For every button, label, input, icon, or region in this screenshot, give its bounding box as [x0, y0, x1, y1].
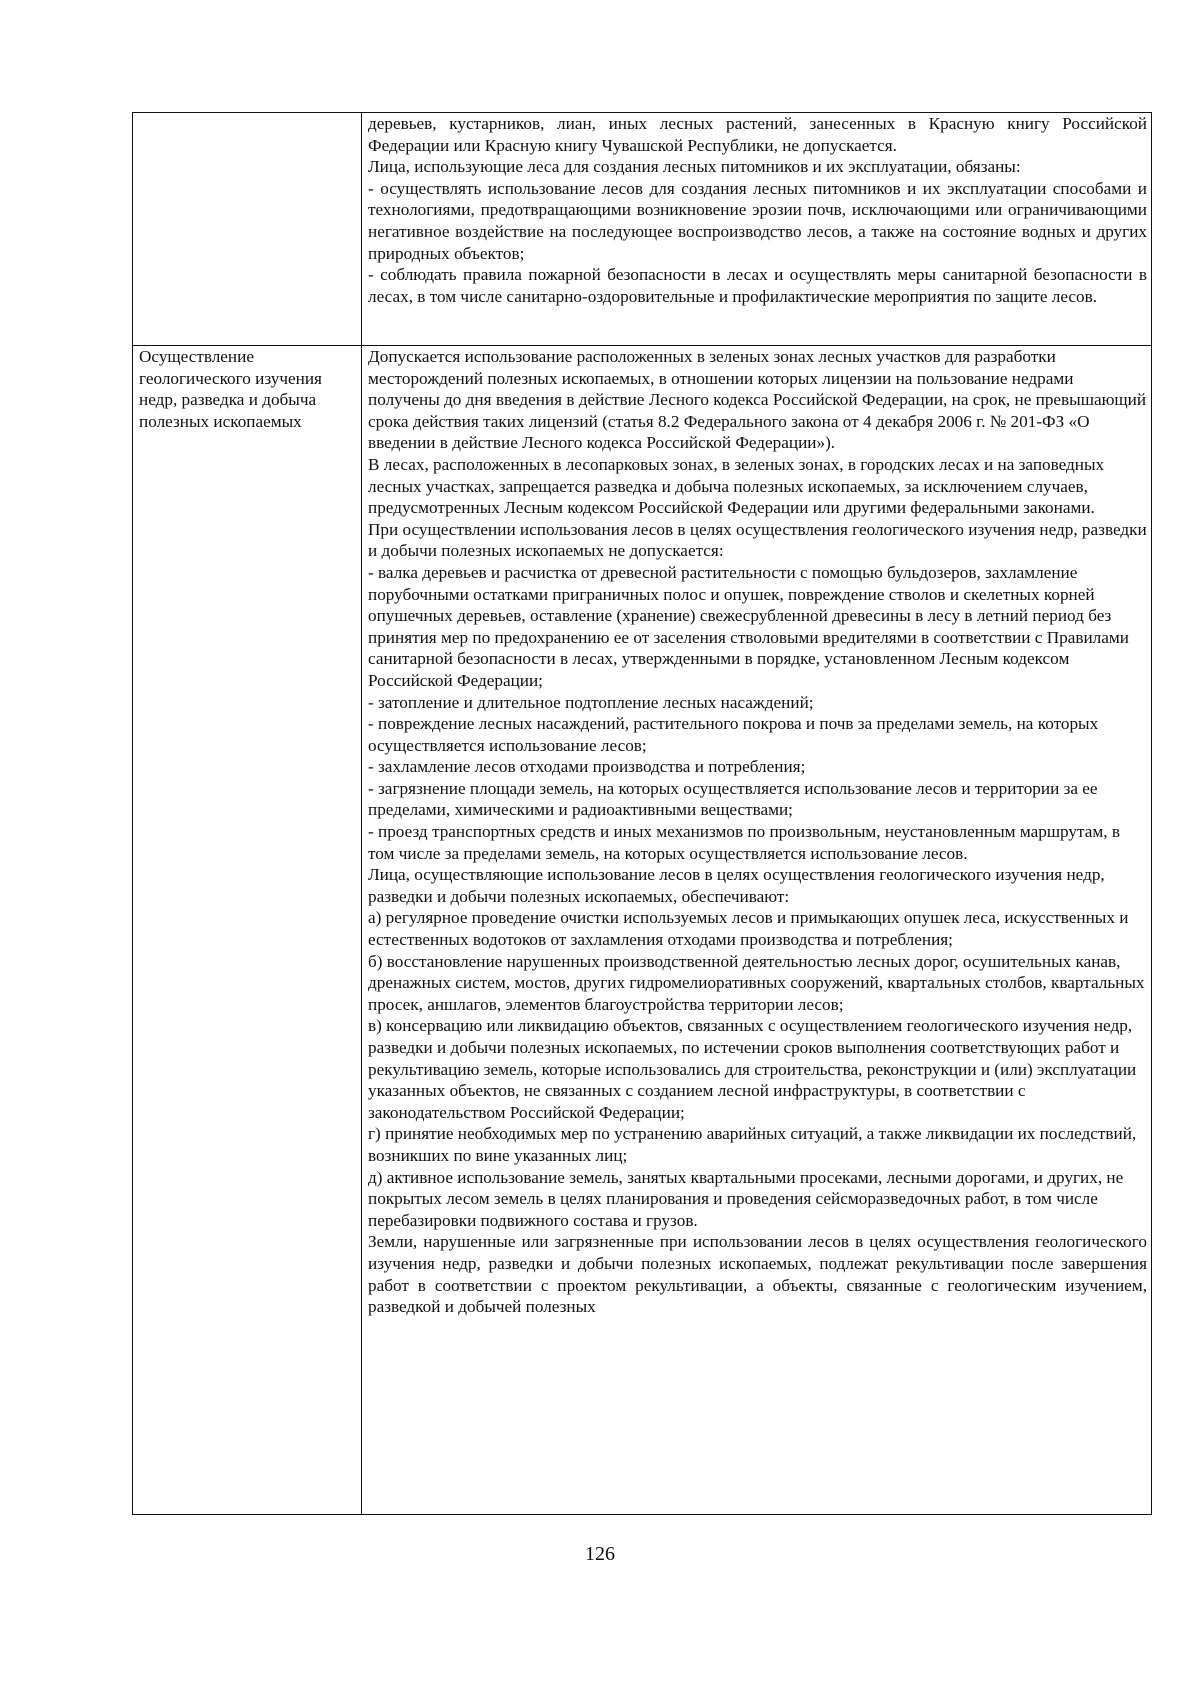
requirement-paragraph: - проезд транспортных средств и иных механизмов по произвольным, неустановленным маршрутам, в том числе за пределами земель, на которых осуществляется использование лесов.: [368, 822, 1120, 863]
requirements-cell: [362, 346, 1152, 1515]
page-number: 126: [585, 1543, 615, 1565]
requirements-cell: [362, 113, 1152, 346]
activity-type-label: Осуществление геологического изучения недр, разведка и добыча полезных ископаемых: [139, 347, 322, 431]
requirement-paragraph: г) принятие необходимых мер по устранению аварийных ситуаций, а также ликвидации их последствий, возникших по вине указанных лиц;: [368, 1124, 1137, 1165]
requirement-paragraph: - затопление и длительное подтопление лесных насаждений;: [368, 692, 814, 712]
requirement-paragraph: д) активное использование земель, занятых квартальными просеками, лесными дорогами, и других, не покрытых лесом земель в целях планирования и проведения сейсморазведочных работ, в том числе перебазировки подвижного состава и грузов.: [368, 1167, 1124, 1230]
requirement-paragraph: Лица, осуществляющие использование лесов в целях осуществления геологического изучения недр, разведки и добычи полезных ископаемых, обеспечивают:: [368, 865, 1105, 906]
table-row: [133, 346, 1152, 1515]
requirement-paragraph: В лесах, расположенных в лесопарковых зонах, в зеленых зонах, в городских лесах и на заповедных лесных участках, запрещается разведка и добыча полезных ископаемых, за исключением случаев, предусмотренных Лесным кодексом Российской Федерации или другими федеральными законами.: [368, 454, 1105, 518]
requirement-paragraph: деревьев, кустарников, лиан, иных лесных растений, занесенных в Красную книгу Российской Федерации или Красную книгу Чувашской Республики, не допускается.: [368, 114, 1147, 155]
requirement-paragraph: Лица, использующие леса для создания лесных питомников и их эксплуатации, обязаны:: [368, 157, 1021, 177]
table-row: [133, 113, 1152, 346]
requirement-paragraph: - соблюдать правила пожарной безопасности в лесах и осуществлять меры санитарной безопасности в лесах, в том числе санитарно-оздоровительные и профилактические мероприятия по защите лесов.: [368, 265, 1147, 306]
requirement-paragraph: - осуществлять использование лесов для создания лесных питомников и их эксплуатации способами и технологиями, предотвращающими возникновение эрозии почв, исключающими или ограничивающими негативное воздействие на последующее воспроизводство лесов, а также на состояние водных и других природных объектов;: [368, 178, 1147, 263]
requirement-paragraph: - валка деревьев и расчистка от древесной растительности с помощью бульдозеров, захламление порубочными остатками приграничных полос и опушек, повреждение стволов и скелетных корней опушечных деревьев, оставление (хранение) свежесрубленной древесины в лесу в летний период без принятия мер по предохранению ее от заселения стволовыми вредителями в соответствии с Правилами санитарной безопасности в лесах, утвержденными в порядке, установленном Лесным кодексом Российской Федерации;: [368, 562, 1129, 690]
activity-type-cell: [133, 346, 362, 1515]
requirement-paragraph: - загрязнение площади земель, на которых осуществляется использование лесов и территории за ее пределами, химическими и радиоактивными веществами;: [368, 778, 1098, 820]
regulation-table: [132, 112, 1152, 1515]
requirement-paragraph: - захламление лесов отходами производства и потребления;: [368, 757, 806, 777]
requirement-paragraph: б) восстановление нарушенных производственной деятельностью лесных дорог, осушительных канав, дренажных систем, мостов, других гидромелиоративных сооружений, квартальных столбов, квартальных просек, аншлагов, элементов благоустройства территории лесов;: [368, 951, 1145, 1014]
requirement-paragraph: в) консервацию или ликвидацию объектов, связанных с осуществлением геологического изучения недр, разведки и добычи полезных ископаемых, по истечении сроков выполнения соответствующих работ и рекультивацию земель, которые использовались для строительства, реконструкции и (или) эксплуатации указанных объектов, не связанных с созданием лесной инфраструктуры, в соответствии с законодательством Российской Федерации;: [368, 1016, 1137, 1122]
activity-type-cell: [133, 113, 362, 346]
requirement-paragraph: При осуществлении использования лесов в целях осуществления геологического изучения недр, разведки и добычи полезных ископаемых не допускается:: [368, 519, 1147, 561]
requirement-paragraph: - повреждение лесных насаждений, растительного покрова и почв за пределами земель, на которых осуществляется использование лесов;: [368, 714, 1099, 755]
requirement-paragraph: а) регулярное проведение очистки используемых лесов и примыкающих опушек леса, искусственных и естественных водотоков от захламления отходами производства и потребления;: [368, 908, 1129, 950]
requirement-paragraph: Допускается использование расположенных в зеленых зонах лесных участков для разработки месторождений полезных ископаемых, в отношении которых лицензии на пользование недрами получены до дня введения в действие Лесного кодекса Российской Федерации, на срок, не превышающий срока действия таких лицензий (статья 8.2 Федерального закона от 4 декабря 2006 г. № 201-ФЗ «О введении в действие Лесного кодекса Российской Федерации»).: [368, 347, 1147, 453]
requirement-paragraph: Земли, нарушенные или загрязненные при использовании лесов в целях осуществления геологического изучения недр, разведки и добычи полезных ископаемых, подлежат рекультивации после завершения работ в соответствии с проектом рекультивации, а объекты, связанные с геологическим изучением, разведкой и добычей полезных: [368, 1232, 1147, 1317]
